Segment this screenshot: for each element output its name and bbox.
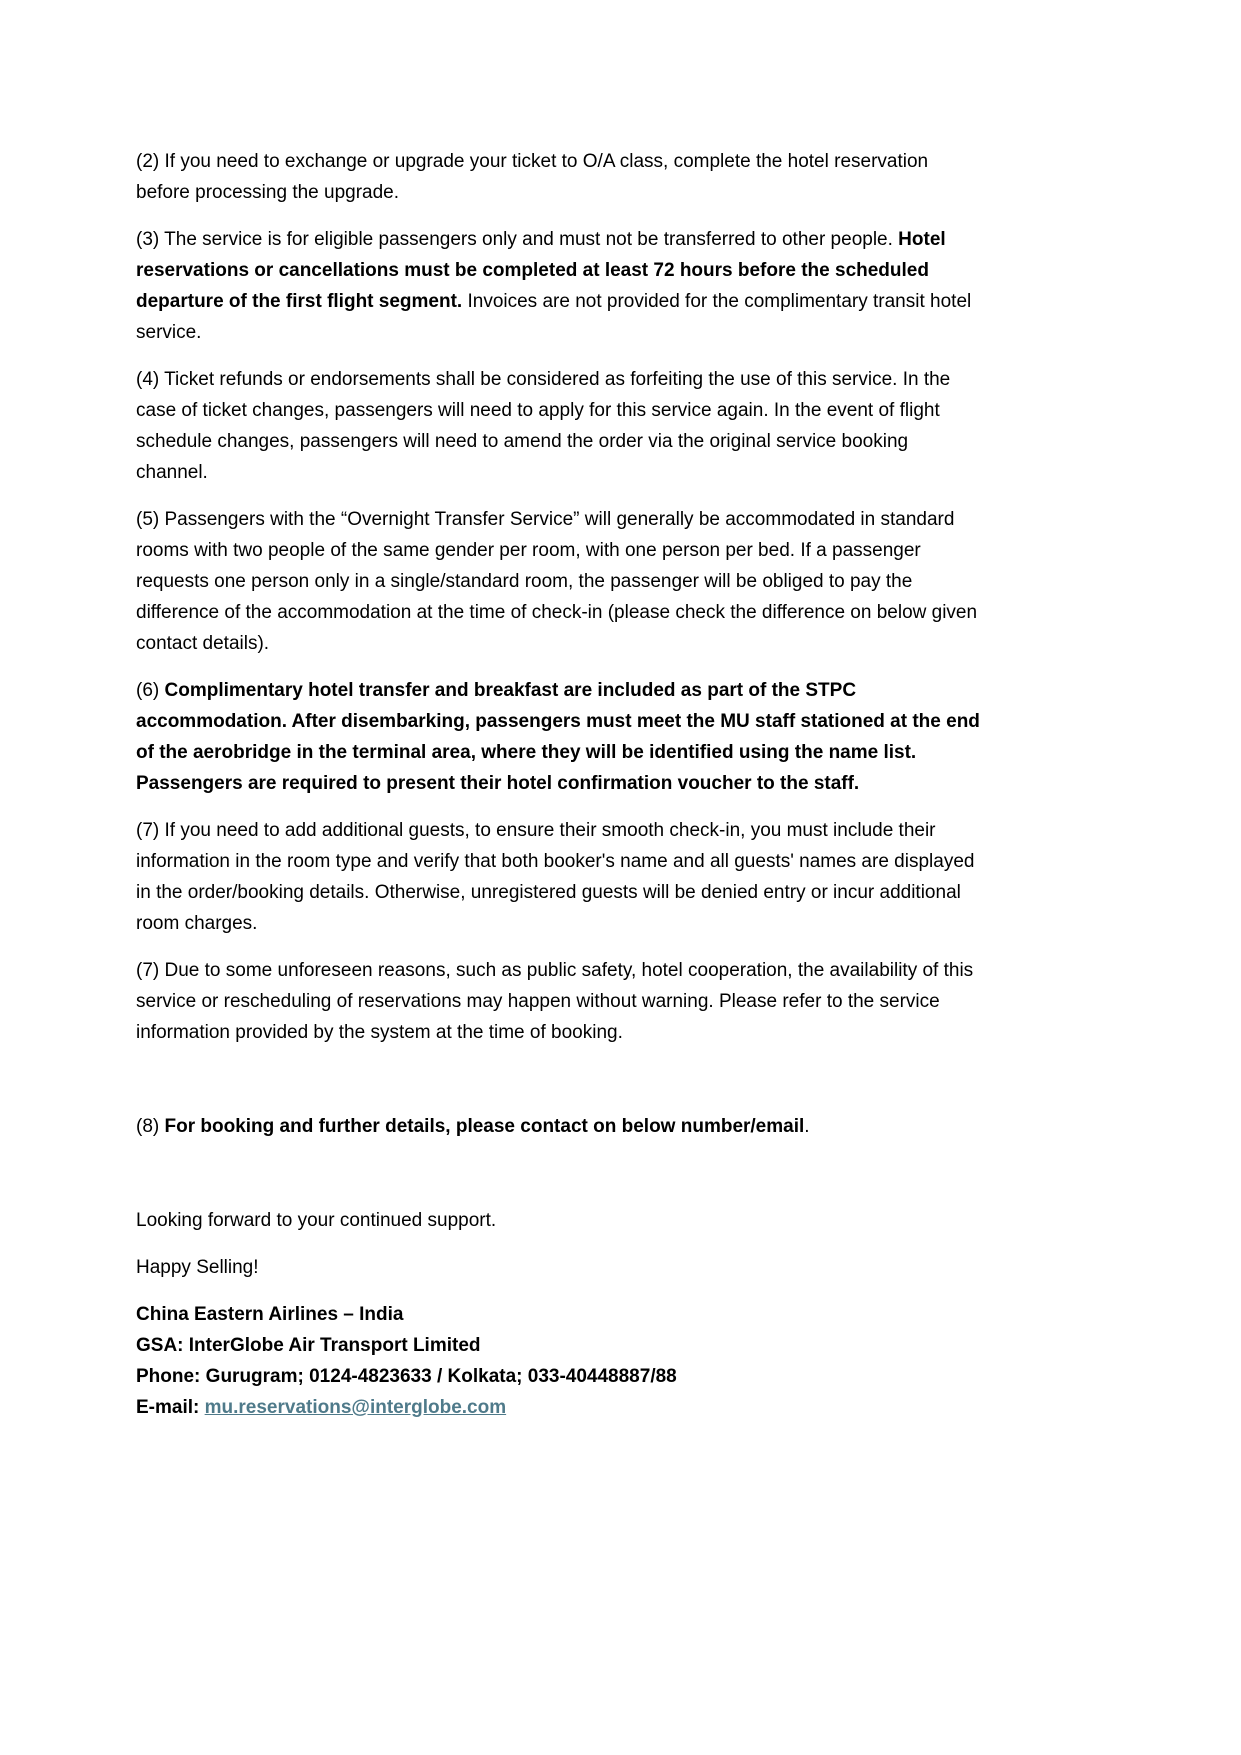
para-2 [136, 146, 981, 208]
text-run: (8) [136, 1116, 165, 1137]
document-body [136, 146, 981, 1439]
text-run: (3) The service is for eligible passengers only and must not be transferred to other people. [136, 229, 899, 250]
para-5 [136, 504, 981, 659]
text-run: E-mail: [136, 1397, 205, 1418]
text-run: Phone: Gurugram; 0124-4823633 / Kolkata; 033-40448887/88 [136, 1366, 677, 1387]
closing-support [136, 1205, 981, 1236]
text-run: GSA: InterGlobe Air Transport Limited [136, 1335, 481, 1356]
text-run: (7) If you need to add additional guests, to ensure their smooth check-in, you must include their information in the room type and verify that both booker's name and all guests' names are displayed in the order/booking details. Otherwise, unregistered guests will be denied entry or incur additional room charges. [136, 820, 975, 934]
text-run: Hotel reservations or cancellations must be completed at least 72 hours before the scheduled departure of the first flight segment. [136, 229, 946, 312]
spacer-1 [136, 1064, 981, 1095]
para-7b [136, 955, 981, 1048]
text-run: Invoices are not provided for the complimentary transit hotel service. [136, 291, 972, 343]
spacer-2 [136, 1158, 981, 1189]
text-run: China Eastern Airlines – India [136, 1304, 404, 1325]
signature-block [136, 1299, 981, 1423]
text-run: (5) Passengers with the “Overnight Transfer Service” will generally be accommodated in standard rooms with two people of the same gender per room, with one person per bed. If a passenger requests one person only in a single/standard room, the passenger will be obliged to pay the difference of the accommodation at the time of check-in (please check the difference on below given contact details). [136, 509, 978, 654]
para-6 [136, 675, 981, 799]
text-run: Looking forward to your continued support. [136, 1210, 497, 1231]
email-link[interactable]: mu.reservations@interglobe.com [204, 1397, 507, 1418]
para-4 [136, 364, 981, 488]
text-run: For booking and further details, please contact on below number/email [164, 1116, 805, 1137]
para-7a [136, 815, 981, 939]
para-8 [136, 1111, 981, 1142]
text-run: (2) If you need to exchange or upgrade your ticket to O/A class, complete the hotel reservation before processing the upgrade. [136, 151, 929, 203]
text-run: Happy Selling! [136, 1257, 259, 1278]
para-3 [136, 224, 981, 348]
text-run: Complimentary hotel transfer and breakfast are included as part of the STPC accommodation. After disembarking, passengers must meet the MU staff stationed at the end of the aerobridge in the terminal area, where they will be identified using the name list. Passengers are required to present their hotel confirmation voucher to the staff. [136, 680, 980, 794]
text-run: . [804, 1116, 810, 1137]
closing-happy-selling [136, 1252, 981, 1283]
text-run: (7) Due to some unforeseen reasons, such as public safety, hotel cooperation, the availability of this service or rescheduling of reservations may happen without warning. Please refer to the service information provided by the system at the time of booking. [136, 960, 974, 1043]
text-run: (4) Ticket refunds or endorsements shall be considered as forfeiting the use of this service. In the case of ticket changes, passengers will need to apply for this service again. In the event of flight schedule changes, passengers will need to amend the order via the original service booking channel. [136, 369, 951, 483]
text-run: (6) [136, 680, 165, 701]
